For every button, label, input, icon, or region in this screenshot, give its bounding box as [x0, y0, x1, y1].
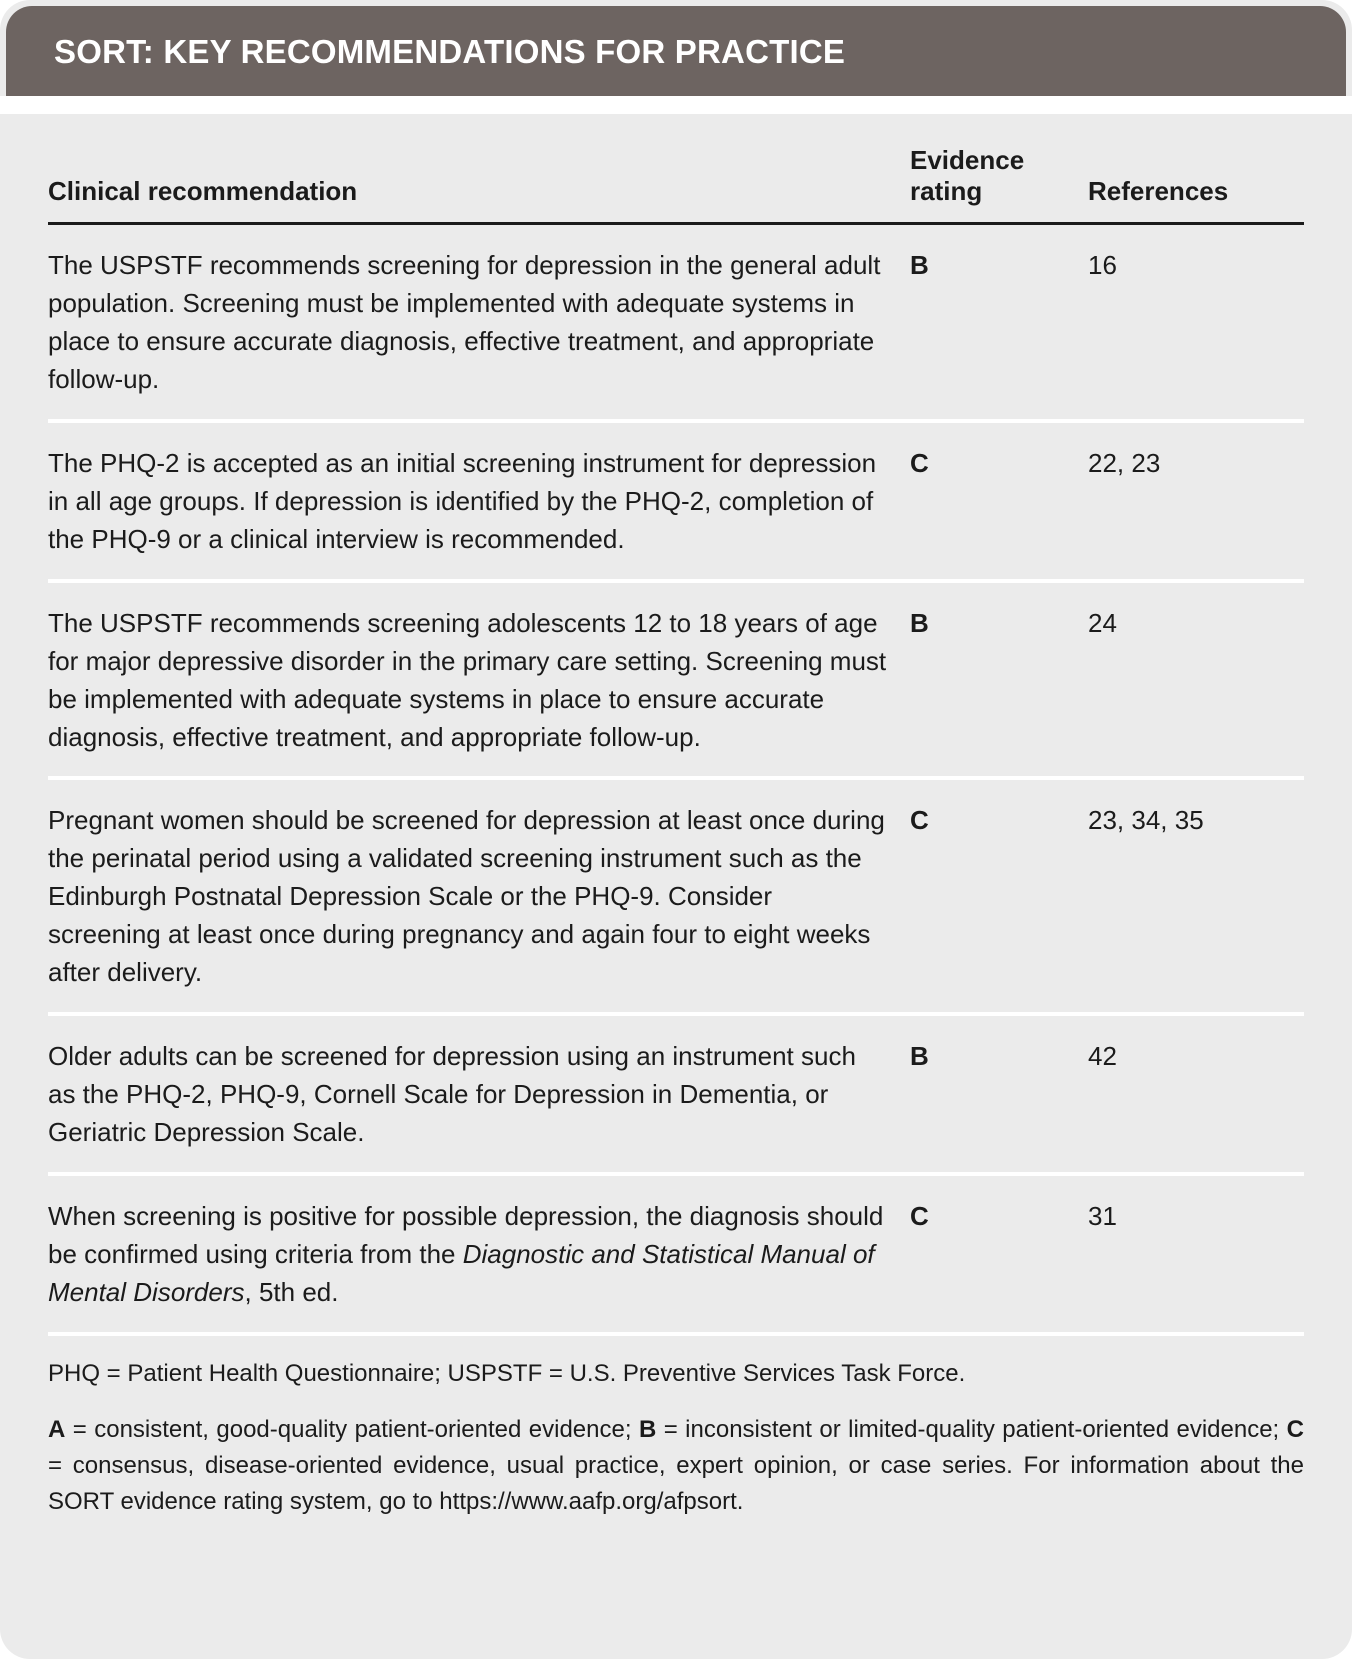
column-header-recommendation-cell — [48, 176, 908, 222]
cell-recommendation: When screening is positive for possible depression, the diagnosis should be confirmed using criteria from the Diagnostic and Statistical Manual of Mental Disorders, 5th ed. — [48, 1201, 884, 1308]
table-row — [48, 1176, 1304, 1332]
footnotes-section — [48, 1336, 1304, 1544]
table-title-bar — [6, 6, 1346, 96]
table-row — [48, 423, 1304, 579]
column-header-evidence-rating — [908, 145, 1086, 222]
cell-references: 22, 23 — [1088, 447, 1161, 478]
cell-references: 16 — [1088, 250, 1117, 280]
table-header-row — [48, 114, 1304, 222]
table-row — [48, 225, 1304, 419]
table-row — [48, 583, 1304, 777]
cell-references: 31 — [1088, 1201, 1117, 1232]
cell-evidence-rating: B — [910, 1041, 929, 1072]
title-divider-gap — [0, 96, 1352, 114]
cell-recommendation: The USPSTF recommends screening adolescents 12 to 18 years of age for major depressive disorder in the primary care setting. Screening must be implemented with adequate systems in place to ensure accurate diagnosis, effective treatment, and appropriate follow-up. — [48, 607, 887, 752]
cell-evidence-rating: B — [910, 250, 929, 280]
column-header-evidence-line2: rating — [910, 176, 983, 207]
cell-recommendation: The PHQ-2 is accepted as an initial screening instrument for depression in all age groups. If depression is identified by the PHQ-2, completion of the PHQ-9 or a clinical interview is recommended. — [48, 447, 877, 554]
page-title: SORT: KEY RECOMMENDATIONS FOR PRACTICE — [54, 32, 846, 70]
column-header-references-cell — [1086, 176, 1304, 222]
footnote-abbreviations: PHQ = Patient Health Questionnaire; USPSTF = U.S. Preventive Services Task Force. — [48, 1359, 966, 1387]
cell-evidence-rating: C — [910, 447, 929, 478]
cell-recommendation: Older adults can be screened for depression using an instrument such as the PHQ-2, PHQ-9, Cornell Scale for Depression in Dementia, or Geriatric Depression Scale. — [48, 1041, 856, 1148]
cell-evidence-rating: B — [910, 607, 929, 638]
footnote-rating-key: A = consistent, good-quality patient-oriented evidence; B = inconsistent or limited-quality patient-oriented evidence; C = consensus, disease-oriented evidence, usual practice, expert opinion, or case series. For information about the SORT evidence rating system, go to https://www.aafp.org/afpsort. — [48, 1415, 1304, 1515]
cell-recommendation: The USPSTF recommends screening for depression in the general adult population. Screening must be implemented with adequate systems in place to ensure accurate diagnosis, effective treatment, and appropriate follow-up. — [48, 250, 881, 394]
column-header-references: References — [1088, 176, 1229, 207]
cell-references: 42 — [1088, 1041, 1117, 1072]
table-body — [48, 225, 1304, 1332]
table-row — [48, 780, 1304, 1012]
cell-recommendation: Pregnant women should be screened for depression at least once during the perinatal period using a validated screening instrument such as the Edinburgh Postnatal Depression Scale or the PHQ-9. Consider screening at least once during pregnancy and again four to eight weeks after delivery. — [48, 805, 885, 988]
cell-evidence-rating: C — [910, 805, 929, 836]
column-header-evidence-cell — [908, 145, 1086, 222]
cell-evidence-rating: C — [910, 1201, 929, 1232]
column-header-recommendation: Clinical recommendation — [48, 176, 358, 207]
table-row — [48, 1016, 1304, 1172]
column-header-evidence-line1: Evidence — [910, 144, 1025, 175]
cell-references: 23, 34, 35 — [1088, 805, 1204, 836]
cell-references: 24 — [1088, 607, 1117, 638]
table-content — [0, 114, 1352, 1544]
